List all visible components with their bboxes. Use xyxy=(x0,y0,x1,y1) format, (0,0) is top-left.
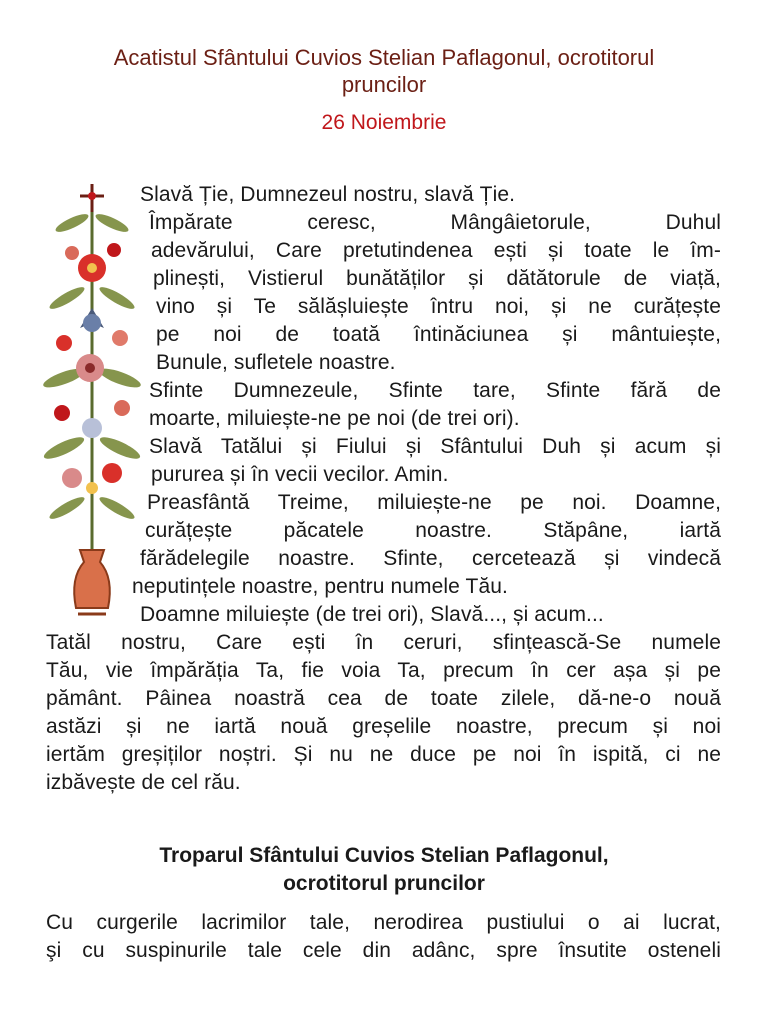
prayer-line: iertăm greșiților noștri. Și nu ne duce pe noi în ispită, ci ne xyxy=(46,743,721,766)
feast-date: 26 Noiembrie xyxy=(321,111,447,134)
prayer-line: moarte, miluiește-ne pe noi (de trei ori). xyxy=(149,407,520,430)
prayer-line: neputințele noastre, pentru numele Tău. xyxy=(132,575,508,598)
troparion-line: şi cu suspinurile tale cele din adânc, spre însutite osteneli xyxy=(46,939,721,962)
page-title-line2: pruncilor xyxy=(341,72,427,97)
prayer-line: Sfinte Dumnezeule, Sfinte tare, Sfinte fără de xyxy=(149,379,721,402)
prayer-line: pururea și în vecii vecilor. Amin. xyxy=(151,463,449,486)
page-title-line1: Acatistul Sfântului Cuvios Stelian Paflagonul, ocrotitorul xyxy=(113,45,655,70)
prayer-line: Împărate ceresc, Mângâietorule, Duhul xyxy=(149,211,721,234)
prayer-line: Slavă Ție, Dumnezeul nostru, slavă Ție. xyxy=(140,183,516,206)
prayer-line: izbăvește de cel rău. xyxy=(46,771,241,794)
prayer-line: pământ. Pâinea noastră cea de toate zilele, dă-ne-o nouă xyxy=(46,687,721,710)
page-title xyxy=(40,44,728,98)
prayer-line: adevărului, Care pretutindenea ești și toate le îm- xyxy=(151,239,721,262)
prayer-line: Preasfântă Treime, miluiește-ne pe noi. Doamne, xyxy=(147,491,721,514)
prayer-line: fărădelegile noastre. Sfinte, cercetează și vindecă xyxy=(140,547,721,570)
prayer-line: pe noi de toată întinăciunea și mântuiește, xyxy=(156,323,721,346)
prayer-line: Bunule, sufletele noastre. xyxy=(156,351,396,374)
prayer-line: curățește păcatele noastre. Stăpâne, iartă xyxy=(145,519,721,542)
prayer-line: vino și Te sălășluiește întru noi, și ne curățește xyxy=(156,295,721,318)
troparion-title-line2: ocrotitorul pruncilor xyxy=(283,872,485,895)
prayer-line: Doamne miluiește (de trei ori), Slavă..., și acum... xyxy=(140,603,604,626)
prayer-line: astăzi și ne iartă nouă greșelile noastre, precum și noi xyxy=(46,715,721,738)
flower-vase-ornament-icon xyxy=(42,178,142,620)
troparion-line: Cu curgerile lacrimilor tale, nerodirea pustiului o ai lucrat, xyxy=(46,911,721,934)
prayer-line: plinești, Vistierul bunătăților și dătătorule de viață, xyxy=(153,267,721,290)
prayer-line: Tatăl nostru, Care ești în ceruri, sfințească-Se numele xyxy=(46,631,721,654)
troparion-title xyxy=(40,842,728,898)
prayer-line: Tău, vie împărăția Ta, fie voia Ta, precum în cer așa și pe xyxy=(46,659,721,682)
prayer-line: Slavă Tatălui și Fiului și Sfântului Duh și acum și xyxy=(149,435,721,458)
troparion-title-line1: Troparul Sfântului Cuvios Stelian Paflagonul, xyxy=(159,844,609,867)
